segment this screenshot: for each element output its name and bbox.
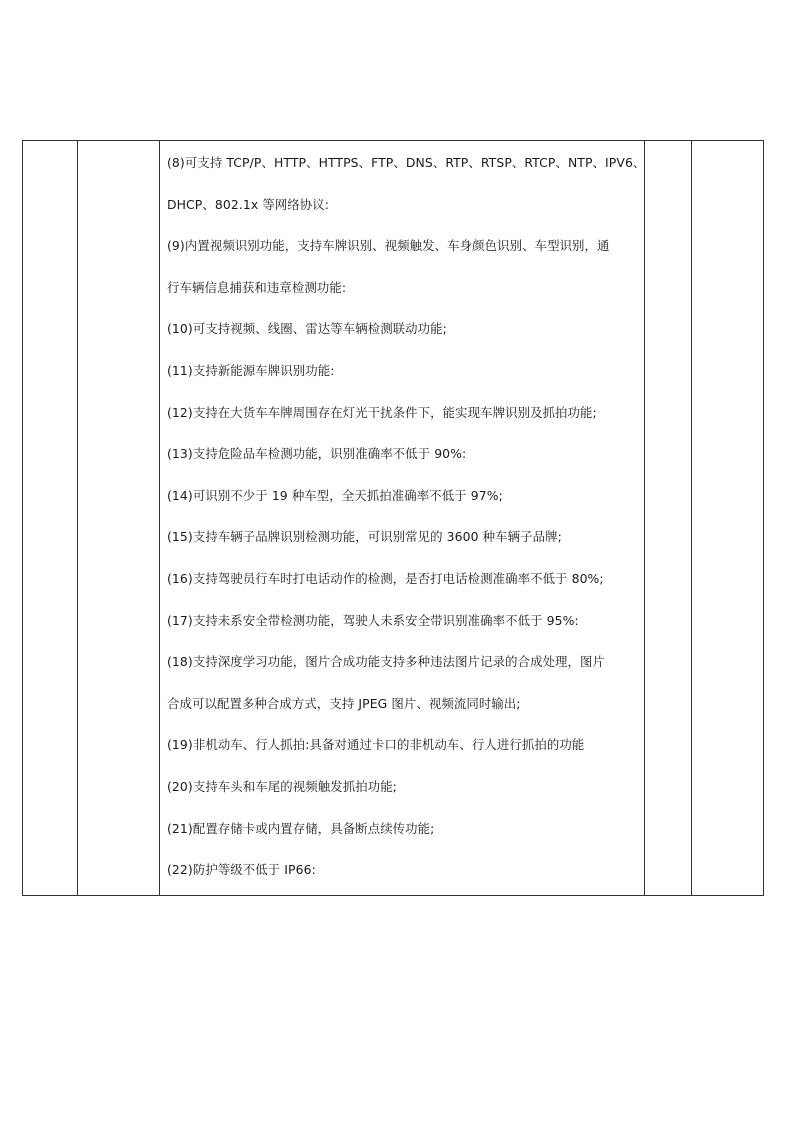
spec-line: (15)支持车辆子品牌识别检测功能，可识别常见的 3600 种车辆子品牌; xyxy=(167,529,562,545)
spec-line: (21)配置存储卡或内置存储，具备断点续传功能; xyxy=(167,820,435,836)
table-cell-remark xyxy=(692,141,764,896)
spec-line: 行车辆信息捕获和违章检测功能: xyxy=(167,279,347,295)
spec-line: (18)支持深度学习功能，图片合成功能支持多种违法图片记录的合成处理，图片 xyxy=(167,654,606,670)
spec-line: 合成可以配置多种合成方式，支持 JPEG 图片、视频流同时输出; xyxy=(167,695,521,711)
spec-line: (9)内置视频识别功能，支持车牌识别、视频触发、车身颜色识别、车型识别，通 xyxy=(167,238,610,254)
spec-line: DHCP、802.1x 等网络协议: xyxy=(167,196,330,212)
table-cell-specification xyxy=(160,141,645,896)
table-cell-quantity xyxy=(645,141,692,896)
table-cell-index xyxy=(23,141,78,896)
spec-line: (19)非机动车、行人抓拍:具备对通过卡口的非机动车、行人进行抓拍的功能 xyxy=(167,737,585,753)
spec-line: (12)支持在大货车车牌周围存在灯光干扰条件下，能实现车牌识别及抓拍功能; xyxy=(167,404,597,420)
spec-line: (14)可识别不少于 19 种车型，全天抓拍准确率不低于 97%; xyxy=(167,487,503,503)
spec-table xyxy=(22,140,764,896)
table-row xyxy=(23,141,764,896)
table-cell-name xyxy=(78,141,160,896)
spec-line: (10)可支持视频、线圈、雷达等车辆检测联动功能; xyxy=(167,321,447,337)
spec-line: (17)支持未系安全带检测功能，驾驶人未系安全带识别准确率不低于 95%: xyxy=(167,612,579,628)
spec-line: (11)支持新能源车牌识别功能: xyxy=(167,362,335,378)
spec-line: (16)支持驾驶员行车时打电话动作的检测，是否打电话检测准确率不低于 80%; xyxy=(167,570,604,586)
spec-line: (8)可支持 TCP/P、HTTP、HTTPS、FTP、DNS、RTP、RTSP、RTCP、NTP、IPV6、 xyxy=(167,155,646,170)
spec-line: (20)支持车头和车尾的视频触发抓拍功能; xyxy=(167,778,397,794)
spec-line: (13)支持危险品车检测功能，识别准确率不低于 90%: xyxy=(167,446,467,462)
spec-line: (22)防护等级不低于 IP66: xyxy=(167,862,316,878)
